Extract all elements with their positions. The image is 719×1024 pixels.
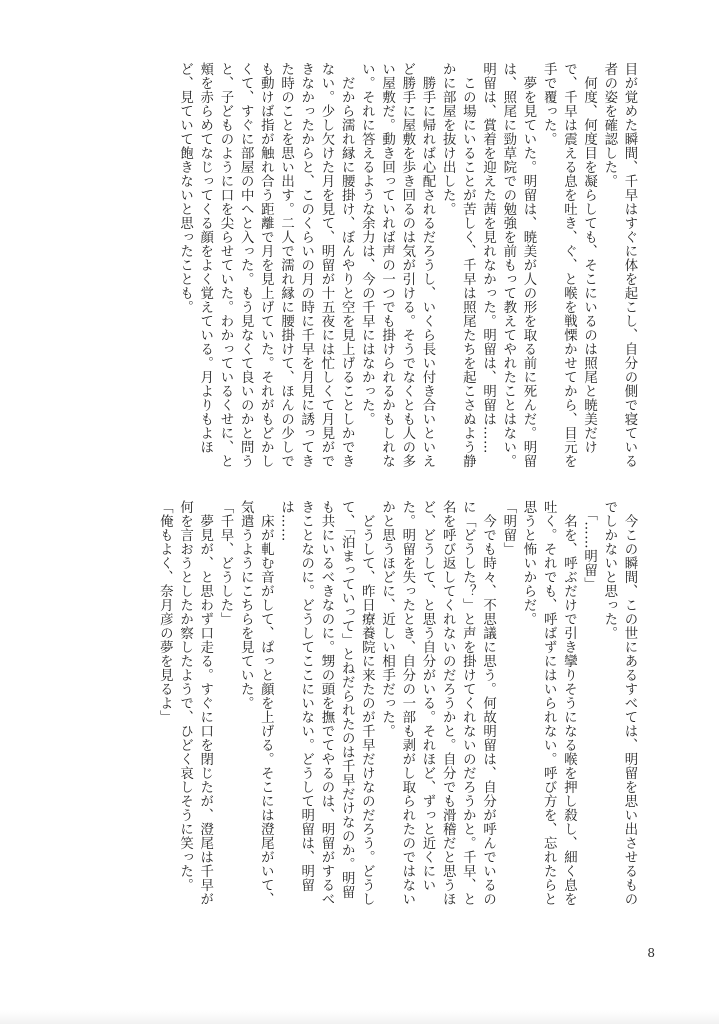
upper-text-block — [69, 62, 639, 474]
paragraph: 今この瞬間、この世にあるすべては、明留を思い出させるものでしかないと思った。 — [601, 500, 637, 906]
paragraph: 「明留」 — [500, 500, 516, 556]
paragraph: だから濡れ縁に腰掛け、ぼんやりと空を見上げることしかできない。少し欠けた月を見て、明留が十五夜には忙しくて月見ができなかったからと、このくらいの月の時に千早を月見に誘ってきた時のことを思い出す。二人で濡れ縁に腰掛けて、ほんの少しでも動けば指が触れ合う距離で月を見上げていた。それがもどかしくて、すぐに部屋の中へと入った。もう見なくて良いのかと問うと、子どものように口を尖らせていた。わかっているくせに、と頬を赤らめてなじってくる顔をよく覚えている。月よりもよほど、見ていて飽きないと思ったことも。 — [177, 62, 355, 468]
paragraph: この場にいることが苦しく、千早は照尾たちを起こさぬよう静かに部屋を抜け出した。 — [440, 62, 476, 468]
paragraph: 床が軋む音がして、ぱっと顔を上げる。そこには澄尾がいて、気遣うようにこちらを見ていた。 — [238, 500, 274, 906]
paragraph: 夢見が、と思わず口走る。すぐに口を閉じたが、澄尾は千早が何を言おうとしたか察したようで、ひどく哀しそうに笑った。 — [177, 500, 213, 906]
paragraph: 名を、呼ぶだけで引き攣りそうになる喉を押し殺し、細く息を吐く。それでも、呼ばずにはいられない。呼び方を、忘れたらと思うと怖いからだ。 — [520, 500, 577, 906]
paragraph: 目が覚めた瞬間、千早はすぐに体を起こし、自分の側で寝ている者の姿を確認した。 — [601, 62, 637, 468]
paragraph: 「……明留」 — [581, 514, 597, 592]
lower-text-block — [69, 500, 639, 912]
paragraph: 夢を見ていた。明留は、暁美が人の形を取る前に死んだ。明留は、照尾に勁草院での勉強を前もって教えてやれたことはない。明留は、賞着を迎えた茜を見れなかった。明留は、明留は…… — [480, 62, 536, 468]
paragraph: どうして、昨日療養院に来たのが千早だけなのだろう。どうして、「泊まっていって」とねだられたのは千早だけなのか。明留も共にいるべきなのに。甥の頭を撫でてやるのは、明留がするべきことなのに。どうしてここにいない。どうして明留は、明留は…… — [278, 500, 375, 906]
paragraph: 「俺もよく、奈月彦の夢を見るよ」 — [157, 500, 173, 724]
paragraph: 勝手に帰れば心配されるだろうし、いくら長い付き合いといえど勝手に屋敷を歩き回るのは気が引ける。そうでなくとも人の多い屋敷だ。動き回っていれば声の一つでも掛けられるかもしれない。それに答えるような余力は、今の千早にはなかった。 — [359, 62, 435, 468]
paragraph: 何度、何度目を凝らしても、そこにいるのは照尾と暁美だけで、千早は震える息を吐き、ぐ、と喉を戦慄かせてから、目元を手で覆った。 — [541, 62, 597, 468]
paragraph: 今でも時々、不思議に思う。何故明留は、自分が呼んでいるのに「どうした？」と声を掛けてくれないのだろうかと。千早、と名を呼び返してくれないのだろうかと。自分でも滑稽だと思うほど、どうして、と思う自分がいる。それほど、ずっと近くにいた。明留を失ったとき、自分の一部も剥がし取られたのではないかと思うほどに、近しい相手だった。 — [379, 500, 496, 906]
page-bottom-edge — [0, 1010, 719, 1024]
page-number: 8 — [647, 946, 655, 960]
paragraph: 「千早、どうした」 — [217, 500, 233, 626]
